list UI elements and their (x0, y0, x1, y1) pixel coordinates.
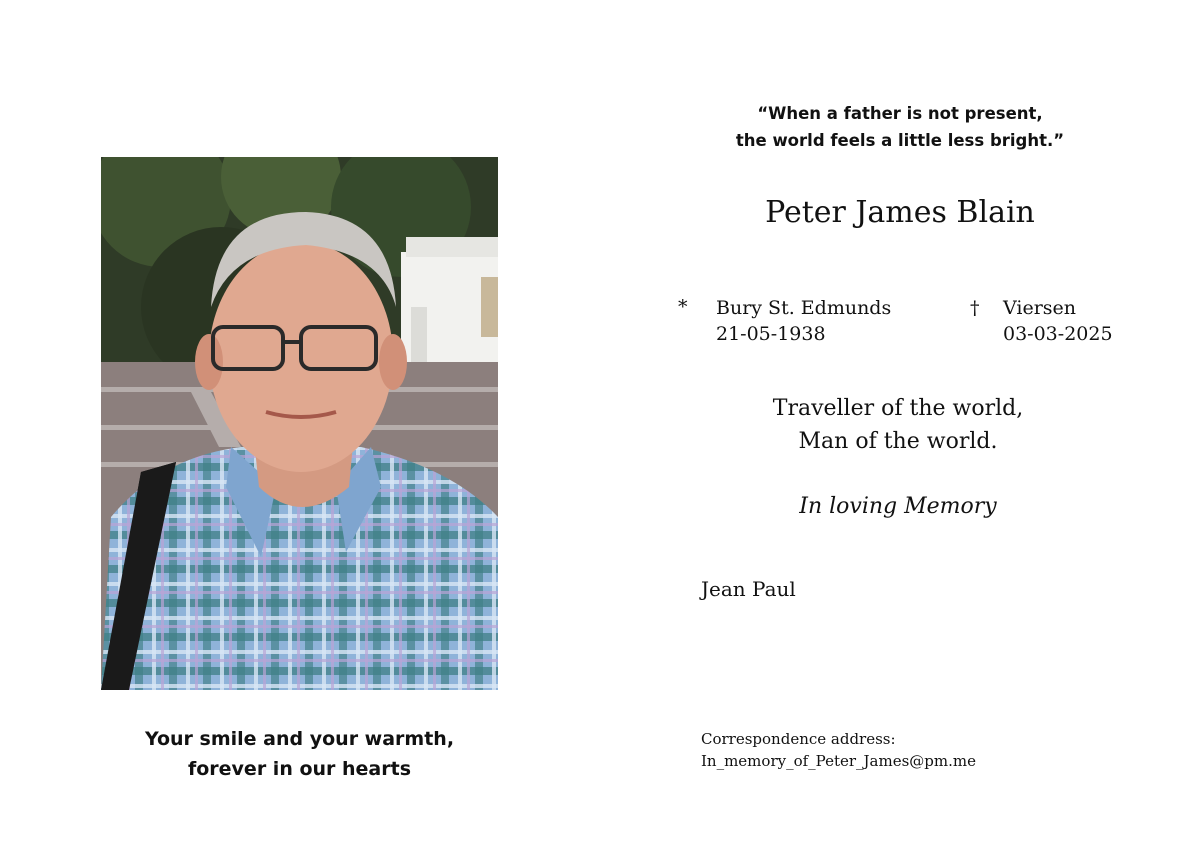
motto (700, 392, 1096, 458)
death-details (1003, 295, 1113, 347)
correspondence-address (701, 728, 976, 772)
deceased-name: Peter James Blain (765, 195, 1035, 230)
quote-line-1: “When a father is not present, (757, 104, 1043, 123)
photo-caption (101, 724, 498, 784)
death-date: 03-03-2025 (1003, 323, 1113, 345)
correspondence-label: Correspondence address: (701, 730, 896, 748)
memorial-quote (700, 100, 1100, 154)
quote-line-2: the world feels a little less bright.” (735, 131, 1065, 150)
caption-line-1: Your smile and your warmth, (144, 728, 455, 750)
motto-line-1: Traveller of the world, (772, 396, 1024, 421)
death-cross-icon: † (970, 297, 980, 319)
birth-symbol: * (678, 296, 688, 318)
birth-place: Bury St. Edmunds (716, 297, 892, 319)
death-place: Viersen (1003, 297, 1077, 319)
portrait-illustration (101, 157, 498, 690)
correspondence-email: In_memory_of_Peter_James@pm.me (701, 752, 976, 770)
birth-details (716, 295, 891, 347)
portrait-photo (101, 157, 498, 690)
caption-line-2: forever in our hearts (187, 758, 412, 780)
birth-date: 21-05-1938 (716, 323, 826, 345)
in-loving-memory: In loving Memory (799, 494, 997, 519)
motto-line-2: Man of the world. (798, 429, 998, 454)
signer-name: Jean Paul (701, 577, 796, 601)
